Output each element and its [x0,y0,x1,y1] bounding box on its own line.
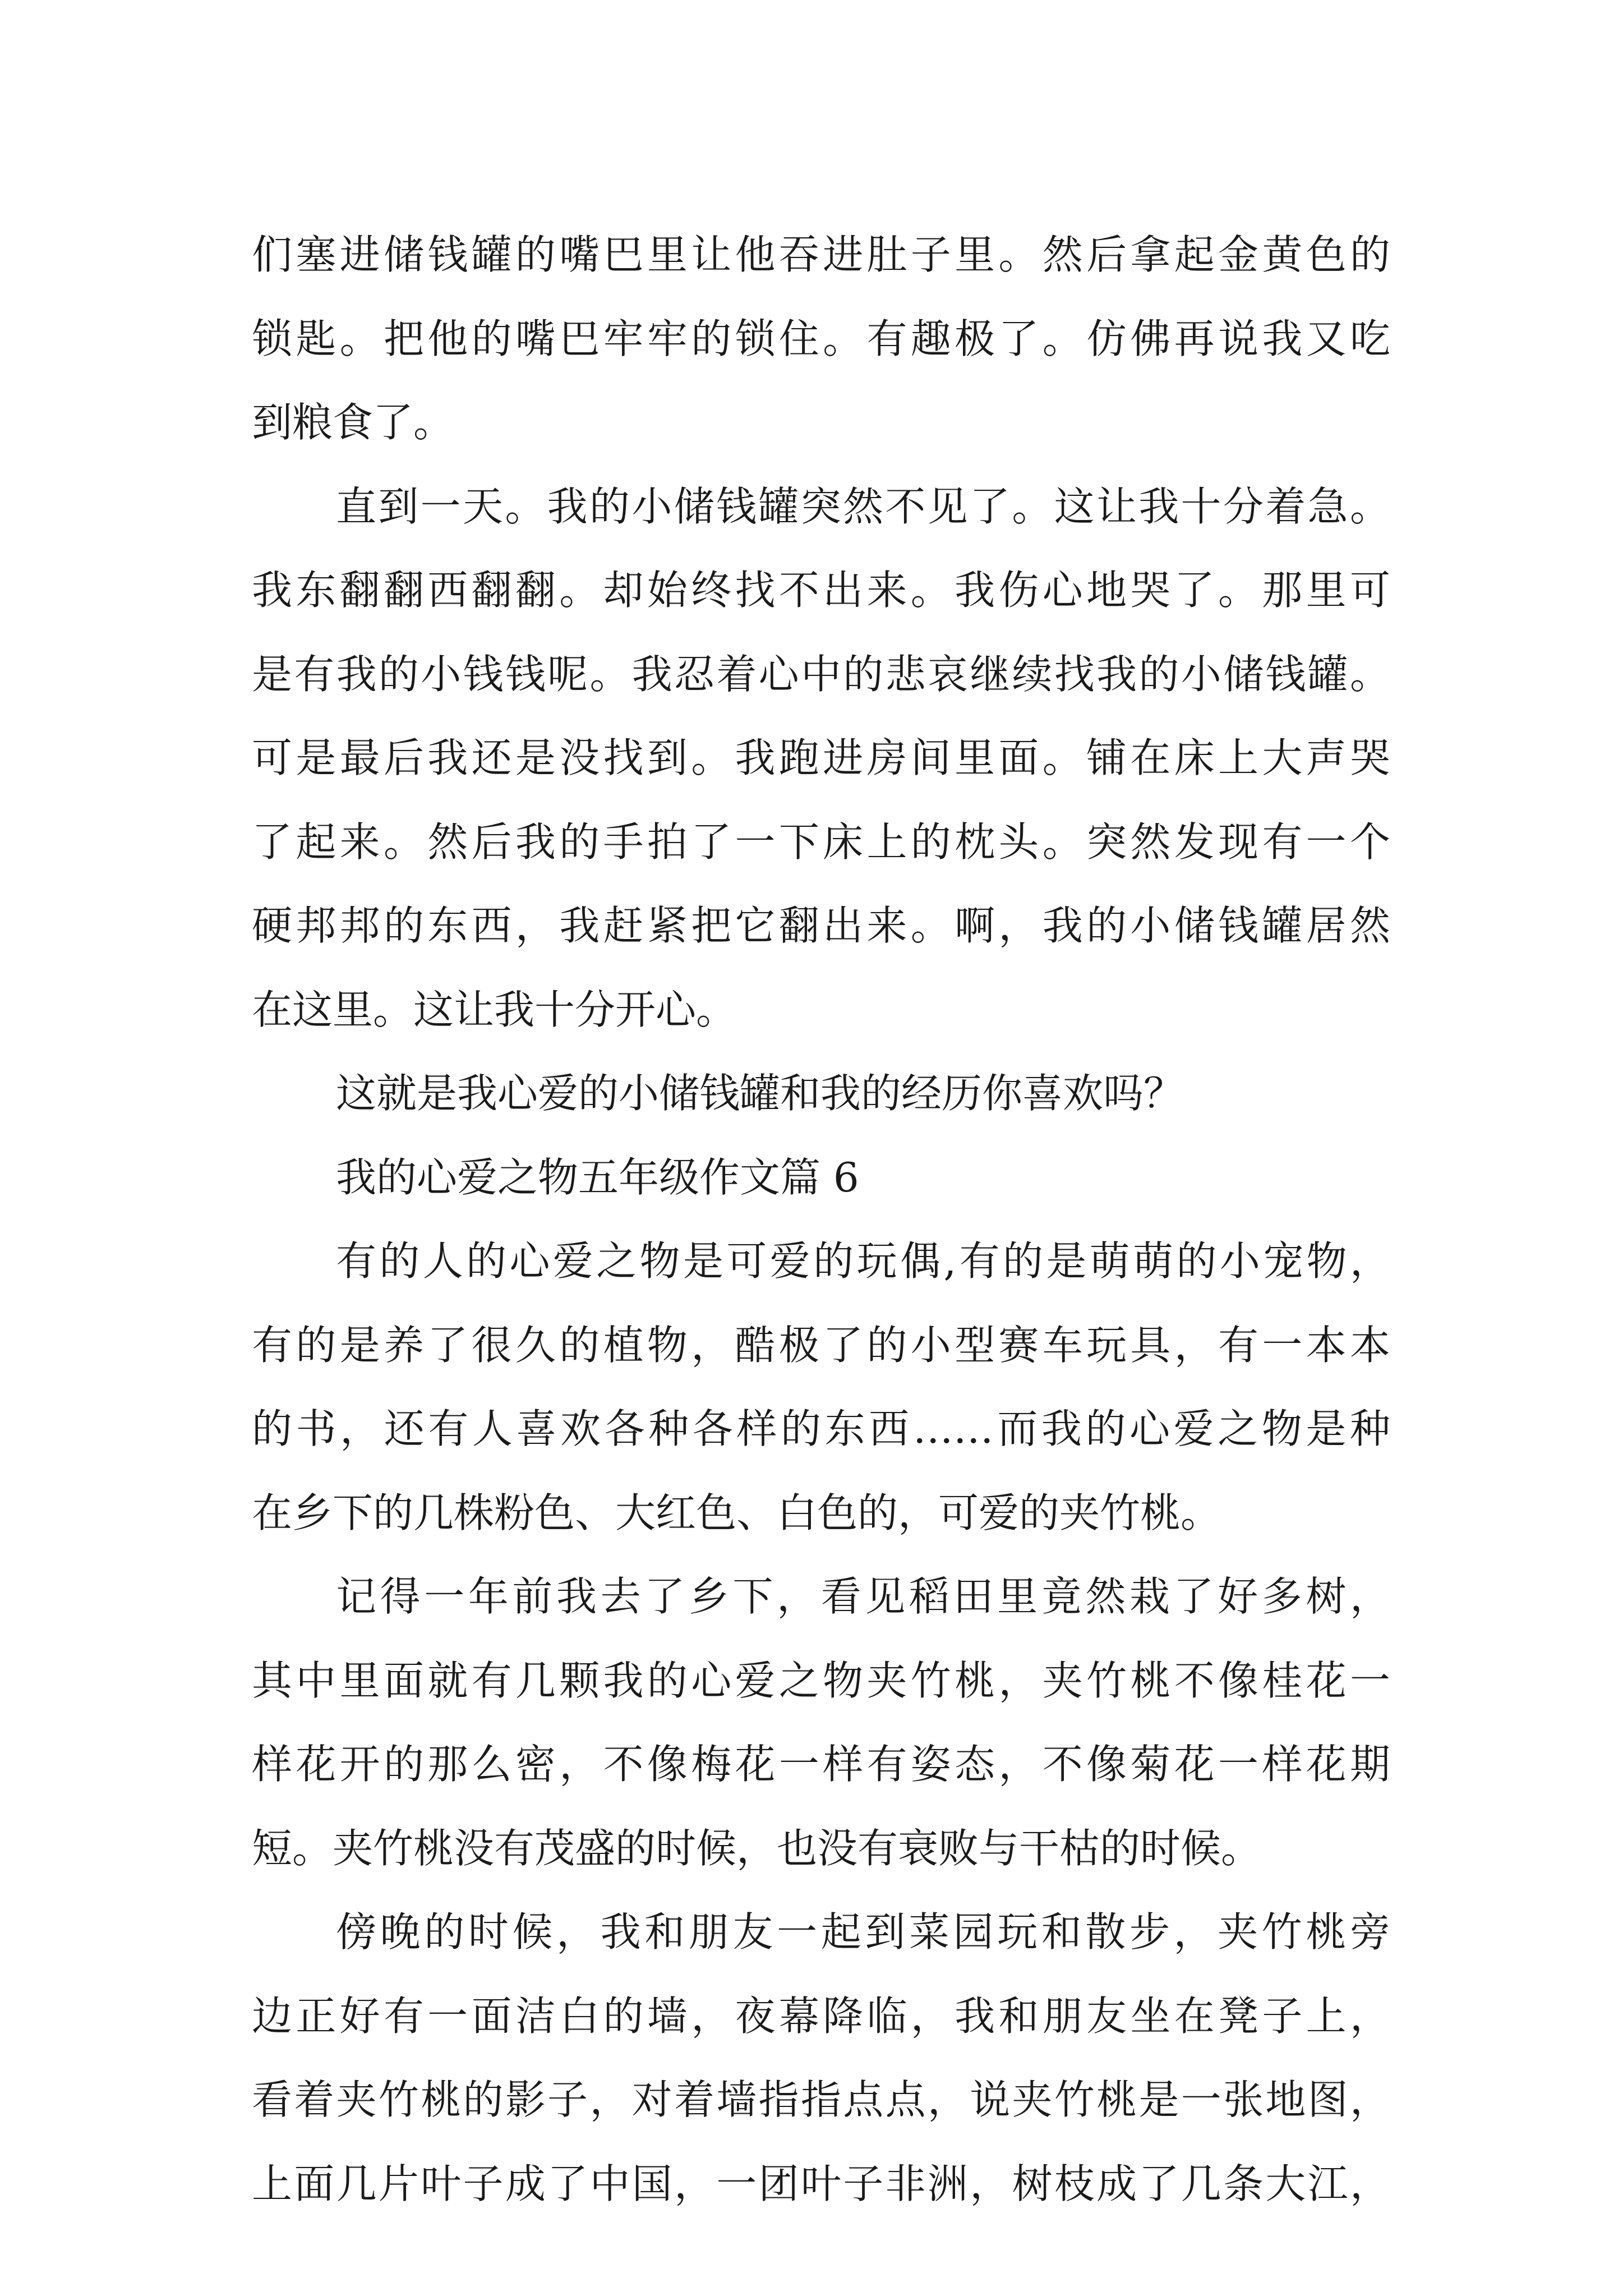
paragraph-first-line: 傍晚的时候，我和朋友一起到菜园玩和散步，夹竹桃旁 [336,1908,1390,1955]
text-line: 上面几片叶子成了中国，一团叶子非洲，树枝成了几条大江， [252,2160,1390,2207]
text-line: 到粮食了。 [252,399,454,446]
text-line: 样花开的那么密，不像梅花一样有姿态，不像菊花一样花期 [252,1741,1390,1788]
text-line: 短。夹竹桃没有茂盛的时候，也没有衰败与干枯的时候。 [252,1824,1262,1872]
text-line: 了起来。然后我的手拍了一下床上的枕头。突然发现有一个 [252,818,1390,866]
text-line: 我东翻翻西翻翻。却始终找不出来。我伤心地哭了。那里可 [252,567,1390,614]
essay-body [252,213,1390,2226]
text-line: 其中里面就有几颗我的心爱之物夹竹桃，夹竹桃不像桂花一 [252,1657,1390,1704]
text-line: 是有我的小钱钱呢。我忍着心中的悲哀继续找我的小储钱罐。 [252,650,1390,698]
paragraph-first-line: 直到一天。我的小储钱罐突然不见了。这让我十分着急。 [336,482,1390,530]
paragraph-first-line: 这就是我心爱的小储钱罐和我的经历你喜欢吗？ [336,1070,1184,1117]
text-line: 边正好有一面洁白的墙，夜幕降临，我和朋友坐在凳子上， [252,1992,1390,2040]
text-line: 在这里。这让我十分开心。 [252,986,737,1033]
text-line: 们塞进储钱罐的嘴巴里让他吞进肚子里。然后拿起金黄色的 [252,231,1390,278]
text-line: 可是最后我还是没找到。我跑进房间里面。铺在床上大声哭 [252,734,1390,781]
section-heading: 我的心爱之物五年级作文篇 6 [336,1153,859,1201]
paragraph-first-line: 有的人的心爱之物是可爱的玩偶,有的是萌萌的小宠物， [336,1237,1390,1285]
text-line: 看着夹竹桃的影子，对着墙指指点点，说夹竹桃是一张地图， [252,2076,1390,2123]
paragraph-first-line: 记得一年前我去了乡下，看见稻田里竟然栽了好多树， [336,1573,1390,1620]
text-line: 的书，还有人喜欢各种各样的东西……而我的心爱之物是种 [252,1405,1390,1452]
text-line: 锁匙。把他的嘴巴牢牢的锁住。有趣极了。仿佛再说我又吃 [252,315,1390,362]
text-line: 硬邦邦的东西，我赶紧把它翻出来。啊，我的小储钱罐居然 [252,902,1390,949]
text-line: 在乡下的几株粉色、大红色、白色的，可爱的夹竹桃。 [252,1489,1221,1536]
text-line: 有的是养了很久的植物，酷极了的小型赛车玩具，有一本本 [252,1321,1390,1369]
